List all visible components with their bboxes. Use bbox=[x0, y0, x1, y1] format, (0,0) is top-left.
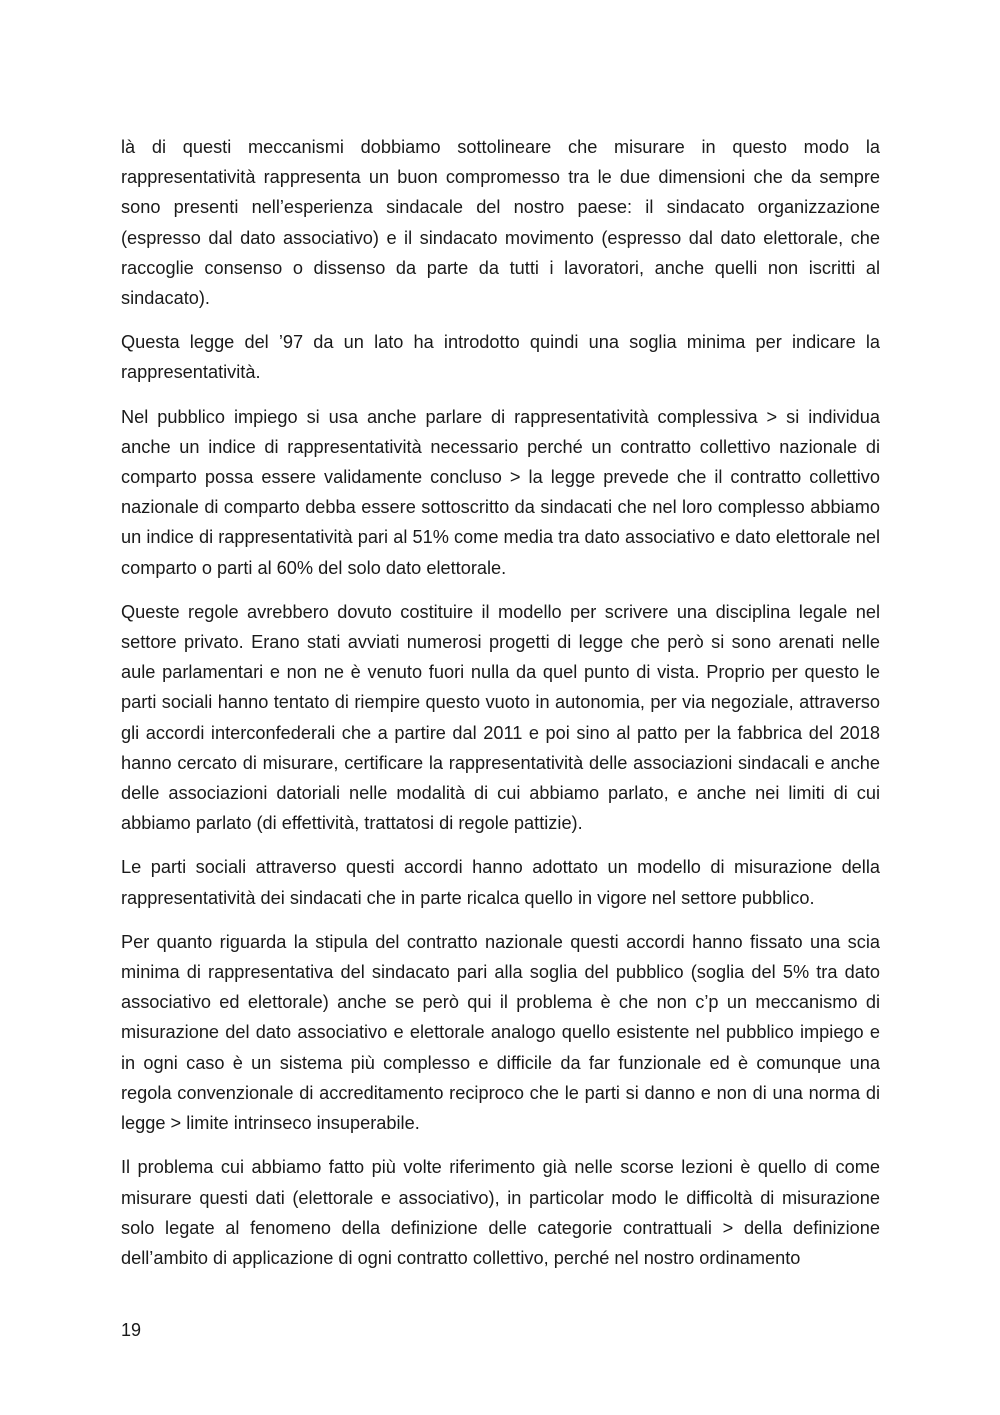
page-number: 19 bbox=[121, 1320, 142, 1340]
paragraph: Queste regole avrebbero dovuto costituire il modello per scrivere una disciplina legale nel settore privato. Erano stati avviati numerosi progetti di legge che però si sono arenati nelle aule parlamentari e non ne è venuto fuori nulla da quel punto di vista. Proprio per questo le parti sociali hanno tentato di riempire questo vuoto in autonomia, per via negoziale, attraverso gli accordi interconfederali che a partire dal 2011 e poi sino al patto per la fabbrica del 2018 hanno cercato di misurare, certificare la rappresentatività delle associazioni sindacali e anche delle associazioni datoriali nelle modalità di cui abbiamo parlato, e anche nei limiti di cui abbiamo parlato (di effettività, trattatosi di regole pattizie). bbox=[121, 601, 880, 834]
paragraph: là di questi meccanismi dobbiamo sottolineare che misurare in questo modo la rappresentatività rappresenta un buon compromesso tra le due dimensioni che da sempre sono presenti nell’esperienza sindacale del nostro paese: il sindacato organizzazione (espresso dal dato associativo) e il sindacato movimento (espresso dal dato elettorale, che raccoglie consenso o dissenso da parte da tutti i lavoratori, anche quelli non iscritti al sindacato). bbox=[121, 137, 880, 309]
body-text bbox=[121, 132, 880, 1287]
paragraph: Le parti sociali attraverso questi accordi hanno adottato un modello di misurazione della rappresentatività dei sindacati che in parte ricalca quello in vigore nel settore pubblico. bbox=[121, 857, 880, 908]
paragraph: Nel pubblico impiego si usa anche parlare di rappresentatività complessiva > si individua anche un indice di rappresentatività necessario perché un contratto collettivo nazionale di comparto possa essere validamente concluso > la legge prevede che il contratto collettivo nazionale di comparto debba essere sottoscritto da sindacati che nel loro complesso abbiamo un indice di rappresentatività pari al 51% come media tra dato associativo e dato elettorale nel comparto o parti al 60% del solo dato elettorale. bbox=[121, 406, 880, 578]
paragraph: Il problema cui abbiamo fatto più volte riferimento già nelle scorse lezioni è quello di come misurare questi dati (elettorale e associativo), in particolar modo le difficoltà di misurazione solo legate al fenomeno della definizione delle categorie contrattuali > della definizione dell’ambito di applicazione di ogni contratto collettivo, perché nel nostro ordinamento bbox=[121, 1157, 880, 1268]
paragraph: Questa legge del ’97 da un lato ha introdotto quindi una soglia minima per indicare la rappresentatività. bbox=[121, 332, 880, 383]
paragraph: Per quanto riguarda la stipula del contratto nazionale questi accordi hanno fissato una scia minima di rappresentativa del sindacato pari alla soglia del pubblico (soglia del 5% tra dato associativo ed elettorale) anche se però qui il problema è che non c’p un meccanismo di misurazione del dato associativo e elettorale analogo quello esistente nel pubblico impiego e in ogni caso è un sistema più complesso e difficile da far funzionale ed è comunque una regola convenzionale di accreditamento reciproco che le parti si danno e non di una norma di legge > limite intrinseco insuperabile. bbox=[121, 931, 880, 1134]
